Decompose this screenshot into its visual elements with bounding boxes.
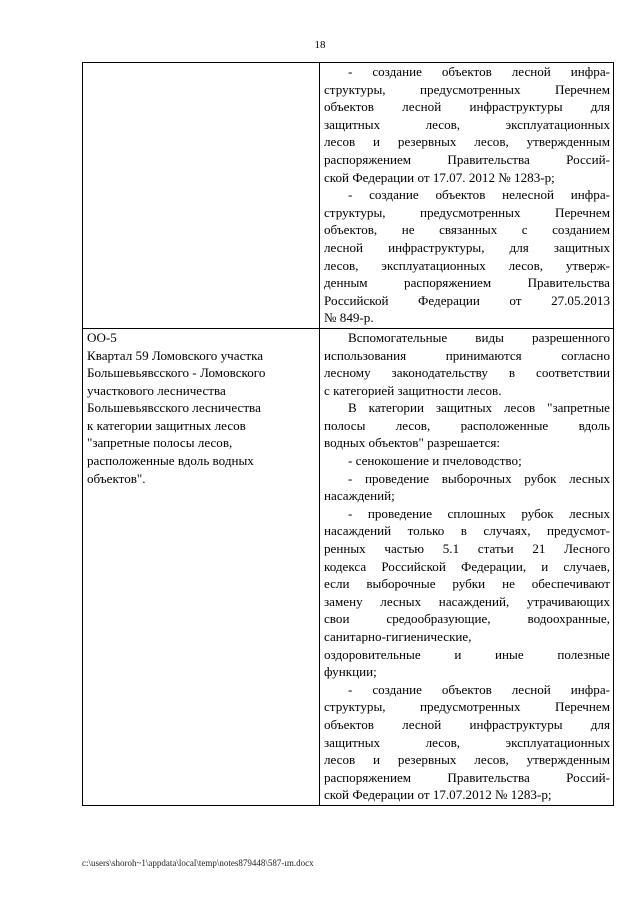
text-line: - проведение сплошных рубок лесных — [348, 505, 610, 521]
text-line: - создание объектов нелесной инфра- — [348, 187, 610, 203]
text-line: защитных лесов, эксплуатационных — [324, 116, 610, 132]
text-line: санитарно-гигиенические, — [324, 629, 472, 644]
text-line: "запретные полосы лесов, — [87, 435, 233, 451]
text-line: насаждений; — [324, 488, 395, 504]
text-line: распоряжением Правительства Россий- — [324, 769, 610, 785]
paragraph — [324, 681, 610, 804]
zone-description — [87, 329, 316, 487]
text-line: объектов". — [87, 470, 146, 486]
text-line: Квартал 59 Ломовского участка — [87, 347, 264, 363]
text-line: функции; — [324, 664, 377, 680]
text-line: ской Федерации от 17.07.2012 № 1283-р; — [324, 787, 552, 803]
text-line: Вспомогательные виды разрешенного — [348, 329, 610, 345]
zone-description-cell — [83, 63, 320, 329]
paragraph — [324, 186, 610, 327]
text-line: В категории защитных лесов "запретные — [348, 400, 610, 416]
page-number: 18 — [314, 39, 326, 51]
text-line: лесов, эксплуатационных лесов, утверж- — [324, 257, 610, 273]
text-line: использования принимаются согласно — [324, 347, 610, 363]
zone-description-cell — [83, 328, 320, 805]
paragraph — [324, 470, 610, 505]
text-line: объектов, не связанных с созданием — [324, 222, 610, 238]
paragraph — [324, 63, 610, 186]
text-line: - создание объектов лесной инфра- — [348, 64, 610, 79]
text-line: структуры, предусмотренных Перечнем — [324, 81, 610, 97]
text-line: защитных лесов, эксплуатационных — [324, 734, 610, 750]
text-line: Российской Федерации от 27.05.2013 — [324, 292, 610, 308]
text-line: структуры, предусмотренных Перечнем — [324, 699, 610, 715]
paragraph — [324, 399, 610, 452]
text-line: водных объектов" разрешается: — [324, 435, 501, 451]
text-line: Большевьявсского лесничества — [87, 400, 261, 416]
text-line: объектов лесной инфраструктуры для — [324, 716, 610, 732]
text-line: с категорией защитности лесов. — [324, 382, 502, 398]
permitted-uses-cell — [320, 328, 614, 805]
text-line: оздоровительные и иные полезные — [324, 646, 610, 662]
text-line: расположенные вдоль водных — [87, 453, 254, 469]
text-line: денным распоряжением Правительства — [324, 275, 610, 291]
paragraph — [324, 329, 610, 399]
text-line: если выборочные рубки не обеспечивают — [324, 576, 610, 592]
text-line: свои средообразующие, водоохранные, — [324, 611, 610, 627]
zones-table — [82, 62, 614, 806]
text-line: ренных частью 5.1 статьи 21 Лесного — [324, 541, 610, 557]
text-line: лесному законодательству в соответствии — [324, 365, 610, 381]
text-line: кодекса Российской Федерации, и случаев, — [324, 558, 610, 574]
text-line: насаждений только в случаях, предусмот- — [324, 523, 610, 539]
paragraph — [324, 505, 610, 681]
text-line: № 849-р. — [324, 310, 374, 326]
table-row — [83, 63, 614, 329]
text-line: структуры, предусмотренных Перечнем — [324, 204, 610, 220]
text-line: - проведение выборочных рубок лесных — [348, 470, 610, 486]
paragraph — [324, 452, 610, 470]
text-line: ской Федерации от 17.07. 2012 № 1283-р; — [324, 169, 555, 185]
text-line: лесов и резервных лесов, утвержденным — [324, 134, 610, 150]
text-line: участкового лесничества — [87, 382, 226, 398]
permitted-uses-cell — [320, 63, 614, 329]
text-line: к категории защитных лесов — [87, 417, 246, 433]
text-line: Большевьявсского - Ломовского — [87, 365, 266, 381]
text-line: лесной инфраструктуры, для защитных — [324, 239, 610, 255]
text-line: распоряжением Правительства Россий- — [324, 151, 610, 167]
text-line: полосы лесов, расположенные вдоль — [324, 417, 610, 433]
footer-file-path: c:\users\shoroh~1\appdata\local\temp\notes879448\587-ım.docx — [82, 858, 314, 868]
table-row — [83, 328, 614, 805]
text-line: лесов и резервных лесов, утвержденным — [324, 752, 610, 768]
text-line: - создание объектов лесной инфра- — [348, 681, 610, 697]
text-line: замену лесных насаждений, утрачивающих — [324, 593, 610, 609]
text-line: - сенокошение и пчеловодство; — [348, 453, 522, 469]
text-line: объектов лесной инфраструктуры для — [324, 99, 610, 115]
text-line: ОО-5 — [87, 329, 117, 345]
